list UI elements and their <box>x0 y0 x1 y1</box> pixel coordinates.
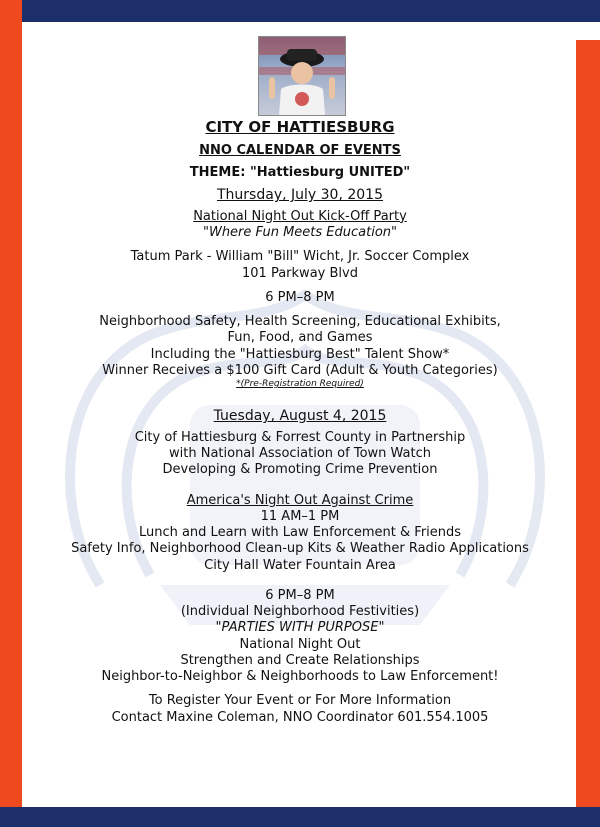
event2-parties: "PARTIES WITH PURPOSE" <box>215 620 385 636</box>
event2-lunch: Lunch and Learn with Law Enforcement & Friends <box>138 525 462 540</box>
event2-place: City Hall Water Fountain Area <box>204 557 396 573</box>
flyer-content <box>30 118 570 726</box>
orange-border-right <box>576 40 600 827</box>
event2-line-2: with National Association of Town Watch <box>169 446 431 461</box>
contact-person: Contact Maxine Coleman, NNO Coordinator 601.554.1005 <box>111 709 489 725</box>
event1-tagline: "Where Fun Meets Education" <box>202 225 398 240</box>
event2-line-1: City of Hattiesburg & Forrest County in Partnership <box>134 429 466 445</box>
event1-address: 101 Parkway Blvd <box>242 265 358 281</box>
event2-date: Tuesday, August 4, 2015 <box>213 408 387 425</box>
contact-register: To Register Your Event or For More Information <box>148 693 452 709</box>
event2-strengthen: Strengthen and Create Relationships <box>180 652 420 668</box>
orange-border-left <box>0 0 22 827</box>
event2-individual: (Individual Neighborhood Festivities) <box>180 604 420 619</box>
navy-border-top <box>0 0 600 22</box>
event1-note: *(Pre-Registration Required) <box>236 379 364 389</box>
event1-desc-1: Neighborhood Safety, Health Screening, Educational Exhibits, <box>99 314 501 329</box>
calendar-heading: NNO CALENDAR OF EVENTS <box>199 142 401 158</box>
event2-safety: Safety Info, Neighborhood Clean-up Kits & Weather Radio Applications <box>71 541 529 557</box>
event2-nno: National Night Out <box>239 636 361 652</box>
city-heading: CITY OF HATTIESBURG <box>205 118 395 136</box>
event2-time-2: 6 PM–8 PM <box>265 587 335 603</box>
event1-time: 6 PM–8 PM <box>265 289 335 305</box>
event1-desc-2: Fun, Food, and Games <box>227 330 373 346</box>
event2-title: America's Night Out Against Crime <box>186 492 414 508</box>
child-police-hat-photo <box>258 36 346 116</box>
event1-title: National Night Out Kick-Off Party <box>193 208 407 224</box>
event2-line-3: Developing & Promoting Crime Prevention <box>162 462 438 478</box>
event2-time-1: 11 AM–1 PM <box>260 508 340 524</box>
theme-line: THEME: "Hattiesburg UNITED" <box>189 165 411 180</box>
navy-border-bottom <box>0 807 600 827</box>
event1-date: Thursday, July 30, 2015 <box>217 187 383 204</box>
event1-desc-4: Winner Receives a $100 Gift Card (Adult & Youth Categories) <box>102 362 498 378</box>
event1-location: Tatum Park - William "Bill" Wicht, Jr. Soccer Complex <box>130 249 470 265</box>
event2-neighbor: Neighbor-to-Neighbor & Neighborhoods to Law Enforcement! <box>101 669 499 684</box>
event1-desc-3: Including the "Hattiesburg Best" Talent Show* <box>150 346 450 362</box>
